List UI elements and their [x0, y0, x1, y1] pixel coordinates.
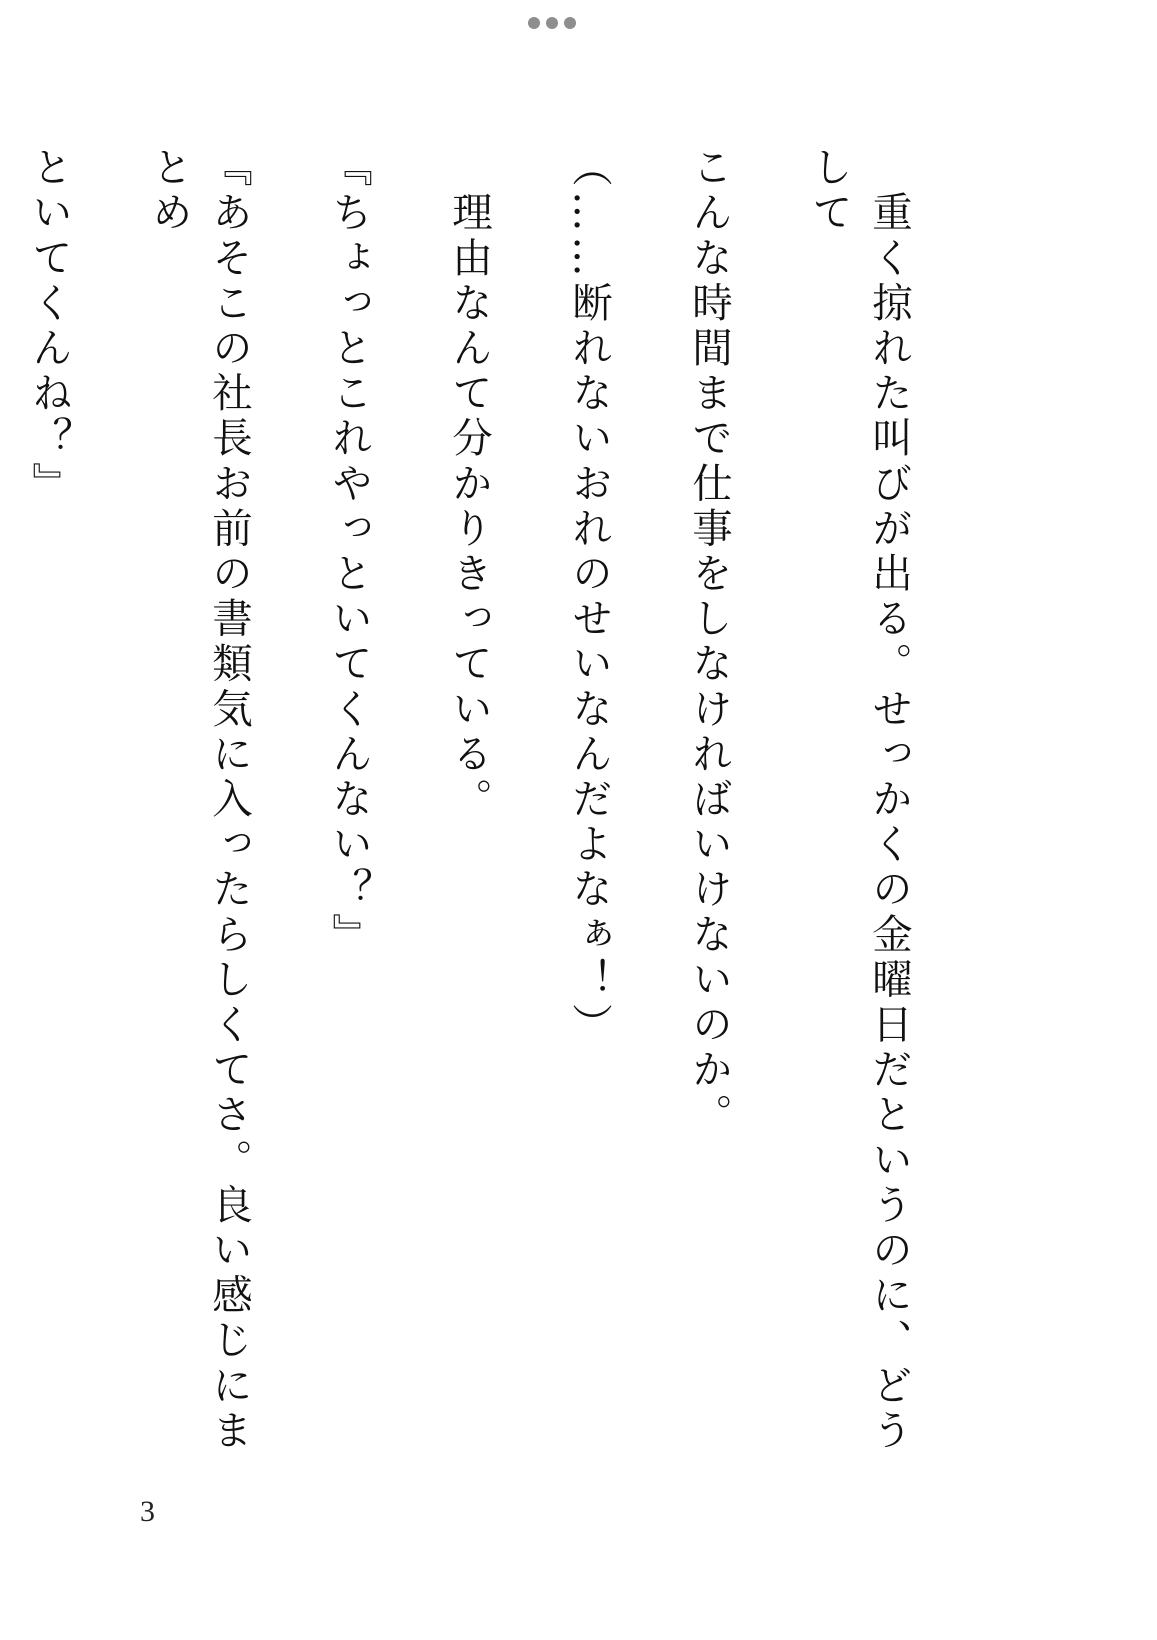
text-line: 『あそこの社長お前の書類気に入ったらしくてさ。良い感じにまとめ — [145, 146, 253, 1454]
text-line: 理由なんて分かりきっている。 — [445, 146, 493, 823]
dot — [528, 17, 540, 29]
text-line: 重く掠れた叫びが出る。せっかくの金曜日だというのに、どうして — [805, 146, 913, 1454]
body-text — [0, 146, 979, 1466]
text-line: （……断れないおれのせいなんだよなぁ！） — [565, 146, 613, 1048]
more-dots-icon[interactable] — [528, 16, 576, 30]
dot — [564, 17, 576, 29]
dot — [546, 17, 558, 29]
text-line: といてくんね？』 — [25, 146, 73, 507]
text-line: こんな時間まで仕事をしなければいけないのか。 — [685, 146, 733, 1139]
text-line: 『ちょっとこれやっといてくんない？』 — [325, 146, 373, 958]
page-number: 3 — [140, 1495, 155, 1528]
